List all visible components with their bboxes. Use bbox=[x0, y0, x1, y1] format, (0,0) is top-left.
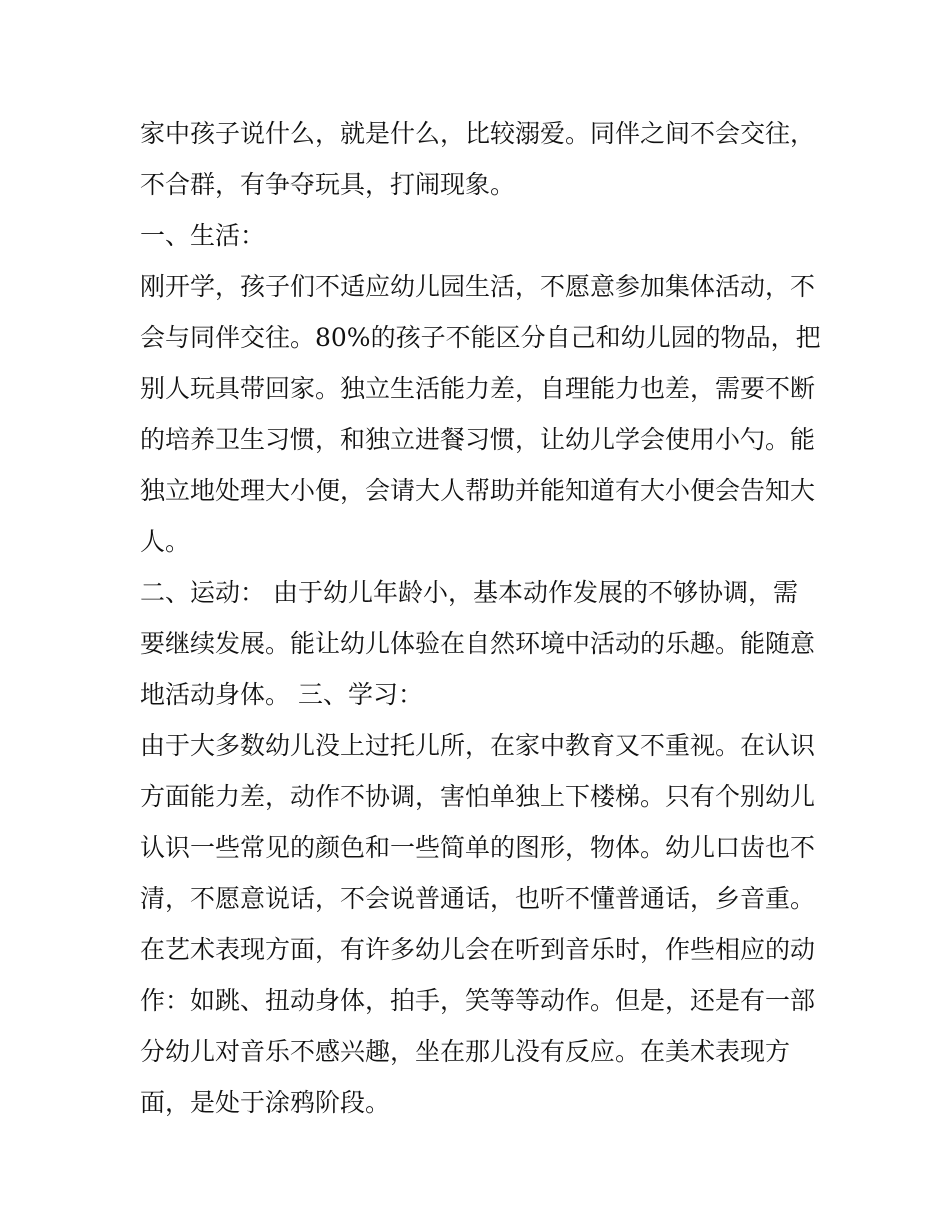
text-line: 会与同伴交往。80%的孩子不能区分自己和幼儿园的物品，把 bbox=[140, 323, 821, 352]
text-line: 家中孩子说什么，就是什么，比较溺爱。同伴之间不会交往， bbox=[140, 119, 816, 148]
text-line: 地活动身体。 三、学习： bbox=[140, 680, 423, 709]
section-heading-sports: 二、运动： 由于幼儿年龄小，基本动作发展的不够协调，需 bbox=[140, 578, 798, 607]
text-line: 分幼儿对音乐不感兴趣，坐在那儿没有反应。在美术表现方 bbox=[140, 1037, 791, 1066]
text-line: 别人玩具带回家。独立生活能力差，自理能力也差，需要不断 bbox=[140, 374, 816, 403]
text-line: 刚开学，孩子们不适应幼儿园生活，不愿意参加集体活动，不 bbox=[140, 272, 816, 301]
text-line: 人。 bbox=[140, 527, 191, 556]
text-line: 作：如跳、扭动身体，拍手，笑等等动作。但是，还是有一部 bbox=[140, 986, 816, 1015]
text-line: 的培养卫生习惯，和独立进餐习惯，让幼儿学会使用小勺。能 bbox=[140, 425, 816, 454]
text-line: 方面能力差，动作不协调，害怕单独上下楼梯。只有个别幼儿 bbox=[140, 782, 816, 811]
text-line: 要继续发展。能让幼儿体验在自然环境中活动的乐趣。能随意 bbox=[140, 629, 816, 658]
section-heading-life: 一、生活： bbox=[140, 221, 266, 250]
text-line: 认识一些常见的颜色和一些简单的图形，物体。幼儿口齿也不 bbox=[140, 833, 816, 862]
body-text bbox=[140, 108, 820, 1128]
text-line: 清，不愿意说话，不会说普通话，也听不懂普通话，乡音重。 bbox=[140, 884, 816, 913]
text-line: 由于大多数幼儿没上过托儿所，在家中教育又不重视。在认识 bbox=[140, 731, 816, 760]
text-line: 在艺术表现方面，有许多幼儿会在听到音乐时，作些相应的动 bbox=[140, 935, 816, 964]
text-line: 面，是处于涂鸦阶段。 bbox=[140, 1088, 391, 1117]
text-line: 不合群，有争夺玩具，打闹现象。 bbox=[140, 170, 516, 199]
text-line: 独立地处理大小便，会请大人帮助并能知道有大小便会告知大 bbox=[140, 476, 816, 505]
